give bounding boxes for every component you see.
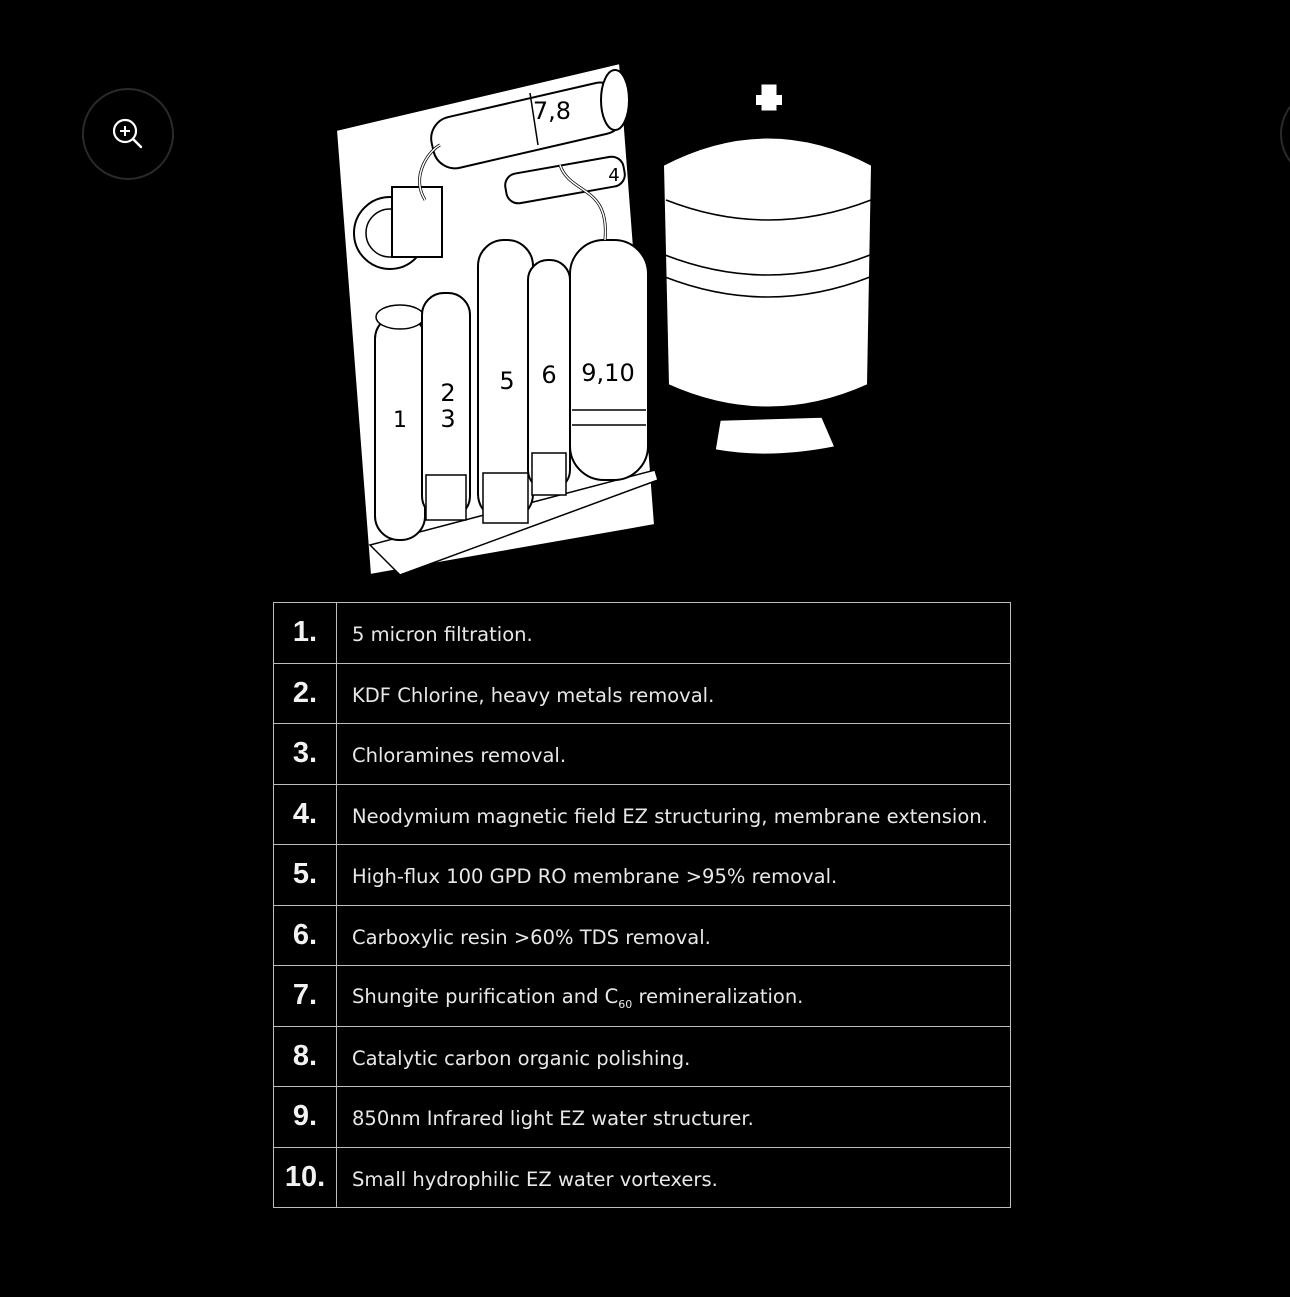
stage-number: 5. bbox=[274, 845, 337, 906]
stage-number: 6. bbox=[274, 905, 337, 966]
table-row bbox=[274, 905, 1011, 966]
stage-description-part: Shungite purification and C bbox=[352, 984, 619, 1008]
table-row bbox=[274, 1147, 1011, 1208]
stage-description: Small hydrophilic EZ water vortexers. bbox=[337, 1147, 1011, 1208]
stage-description: Neodymium magnetic field EZ structuring, membrane extension. bbox=[337, 784, 1011, 845]
table-row bbox=[274, 724, 1011, 785]
filter-system-illustration bbox=[330, 55, 890, 585]
stage-description: 5 micron filtration. bbox=[337, 603, 1011, 664]
stage-description: Catalytic carbon organic polishing. bbox=[337, 1026, 1011, 1087]
stage-description: Carboxylic resin >60% TDS removal. bbox=[337, 905, 1011, 966]
stage-number: 4. bbox=[274, 784, 337, 845]
diagram-label-1: 1 bbox=[393, 408, 407, 433]
zoom-in-icon bbox=[108, 114, 148, 154]
stage-number: 8. bbox=[274, 1026, 337, 1087]
table-row bbox=[274, 784, 1011, 845]
zoom-button[interactable] bbox=[82, 88, 174, 180]
diagram-label-7-8: 7,8 bbox=[532, 97, 572, 125]
stage-number: 3. bbox=[274, 724, 337, 785]
next-image-button[interactable] bbox=[1280, 88, 1290, 180]
stage-number: 7. bbox=[274, 966, 337, 1027]
stage-description: KDF Chlorine, heavy metals removal. bbox=[337, 663, 1011, 724]
stage-description: Chloramines removal. bbox=[337, 724, 1011, 785]
diagram-label-3: 3 bbox=[440, 405, 456, 433]
diagram-label-5: 5 bbox=[499, 367, 515, 395]
stage-number: 9. bbox=[274, 1087, 337, 1148]
table-row bbox=[274, 663, 1011, 724]
stage-number: 2. bbox=[274, 663, 337, 724]
table-row bbox=[274, 603, 1011, 664]
carbon-60-subscript: 60 bbox=[618, 997, 633, 1011]
diagram-label-2: 2 bbox=[440, 379, 456, 407]
table-row bbox=[274, 966, 1011, 1027]
stage-description-part: remineralization. bbox=[632, 984, 804, 1008]
table-row bbox=[274, 1087, 1011, 1148]
diagram-label-4: 4 bbox=[608, 165, 620, 186]
filtration-stages-table bbox=[273, 602, 1011, 1208]
stage-number: 10. bbox=[274, 1147, 337, 1208]
stage-description bbox=[337, 966, 1011, 1027]
table-row bbox=[274, 1026, 1011, 1087]
stage-description: 850nm Infrared light EZ water structurer. bbox=[337, 1087, 1011, 1148]
table-row bbox=[274, 845, 1011, 906]
diagram-label-6: 6 bbox=[541, 361, 557, 389]
stage-number: 1. bbox=[274, 603, 337, 664]
stage-description: High-flux 100 GPD RO membrane >95% removal. bbox=[337, 845, 1011, 906]
diagram-label-9-10: 9,10 bbox=[581, 359, 635, 387]
